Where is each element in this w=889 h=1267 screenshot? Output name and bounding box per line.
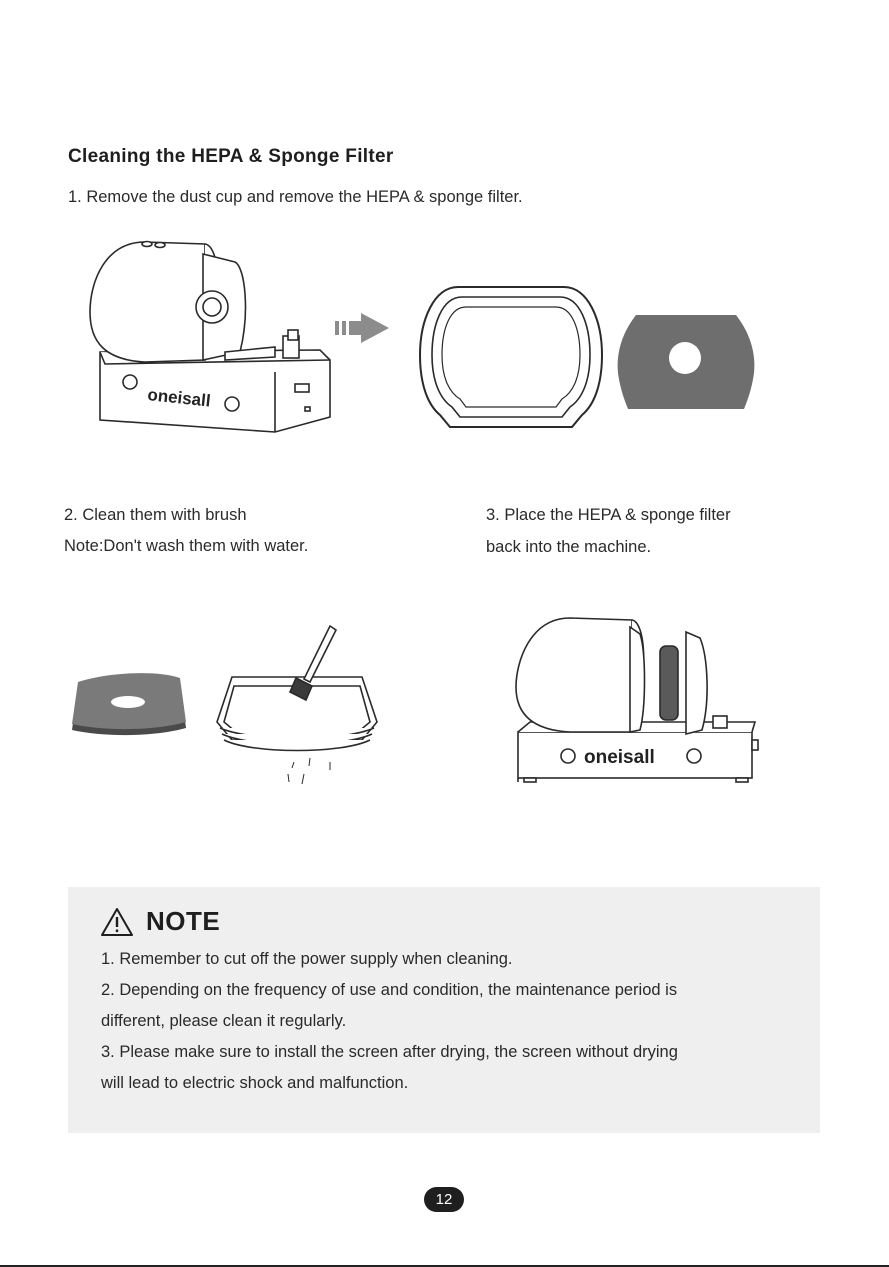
sponge-filter-illustration [616,313,756,410]
note-line-1: 1. Remember to cut off the power supply when cleaning. [101,950,513,968]
warning-triangle-icon [100,907,134,937]
sponge-cleaning-illustration [68,672,190,744]
note-title: NOTE [146,906,221,936]
step-1-text: 1. Remove the dust cup and remove the HEPA & sponge filter. [68,188,523,206]
note-line-2: 2. Depending on the frequency of use and condition, the maintenance period is [101,981,678,999]
note-line-2-continued: different, please clean it regularly. [101,1012,347,1030]
brand-logo-2: oneisall [584,747,655,768]
machine-reinstall-illustration [510,612,772,787]
brand-logo: oneisall [146,385,212,411]
hepa-brush-illustration [212,622,382,792]
step-2-text: 2. Clean them with brush [64,506,247,524]
step-3-text: 3. Place the HEPA & sponge filter [486,506,731,524]
hepa-filter-illustration [418,285,604,430]
section-title: Cleaning the HEPA & Sponge Filter [68,146,394,167]
note-line-3-continued: will lead to electric shock and malfunction. [101,1074,409,1092]
step-2-note: Note:Don't wash them with water. [64,537,309,555]
step-3-text-continued: back into the machine. [486,538,652,556]
note-heading [100,906,220,937]
page-number-badge: 12 [424,1187,464,1212]
arrow-right-icon [333,311,391,345]
note-line-3: 3. Please make sure to install the screen after drying, the screen without drying [101,1043,678,1061]
machine-open-illustration [85,232,335,437]
